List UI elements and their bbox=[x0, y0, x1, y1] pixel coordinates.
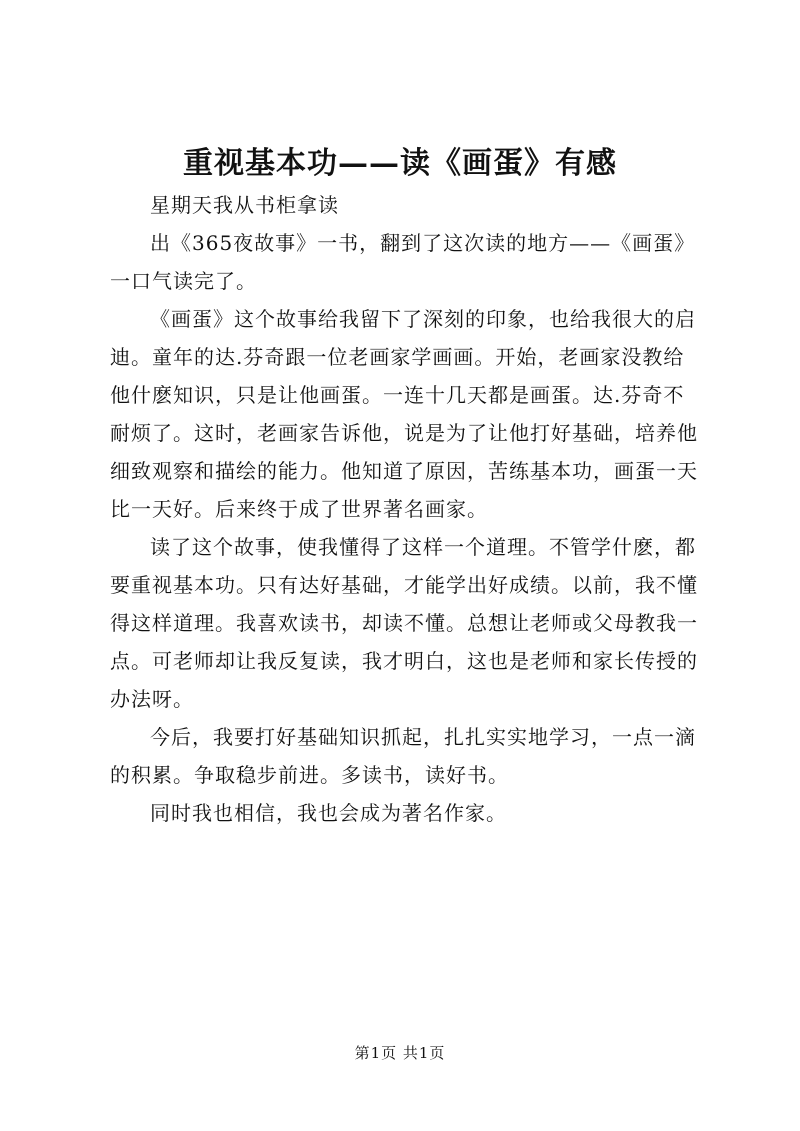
paragraph-line: 星期天我从书柜拿读 bbox=[150, 193, 339, 217]
page-footer: 第1页 共1页 bbox=[354, 1044, 446, 1062]
page-title: 重视基本功——读《画蛋》有感 bbox=[183, 146, 617, 181]
paragraph-line: 点。可老师却让我反复读，我才明白，这也是老师和家长传授的 bbox=[110, 649, 698, 673]
document-body bbox=[110, 186, 700, 832]
paragraph-line: 办法呀。 bbox=[110, 687, 194, 711]
paragraph-line: 要重视基本功。只有达好基础，才能学出好成绩。以前，我不懂 bbox=[110, 573, 698, 597]
paragraph-line: 《画蛋》这个故事给我留下了深刻的印象，也给我很大的启 bbox=[150, 307, 696, 331]
paragraph-line: 他什麽知识，只是让他画蛋。一连十几天都是画蛋。达.芬奇不 bbox=[110, 383, 685, 407]
paragraph-line: 今后，我要打好基础知识抓起，扎扎实实地学习，一点一滴 bbox=[150, 725, 696, 749]
paragraph-line: 出《365夜故事》一书，翻到了这次读的地方——《画蛋》 bbox=[150, 231, 696, 255]
paragraph-line: 同时我也相信，我也会成为著名作家。 bbox=[150, 801, 507, 825]
paragraph-line: 细致观察和描绘的能力。他知道了原因，苦练基本功，画蛋一天 bbox=[110, 459, 698, 483]
paragraph-line: 迪。童年的达.芬奇跟一位老画家学画画。开始，老画家没教给 bbox=[110, 345, 685, 369]
paragraph-line: 耐烦了。这时，老画家告诉他，说是为了让他打好基础，培养他 bbox=[110, 421, 698, 445]
paragraph-line: 一口气读完了。 bbox=[110, 269, 257, 293]
paragraph-line: 读了这个故事，使我懂得了这样一个道理。不管学什麽，都 bbox=[150, 535, 696, 559]
paragraph-line: 得这样道理。我喜欢读书，却读不懂。总想让老师或父母教我一 bbox=[110, 611, 698, 635]
paragraph-line: 比一天好。后来终于成了世界著名画家。 bbox=[110, 497, 488, 521]
paragraph-line: 的积累。争取稳步前进。多读书，读好书。 bbox=[110, 763, 509, 787]
